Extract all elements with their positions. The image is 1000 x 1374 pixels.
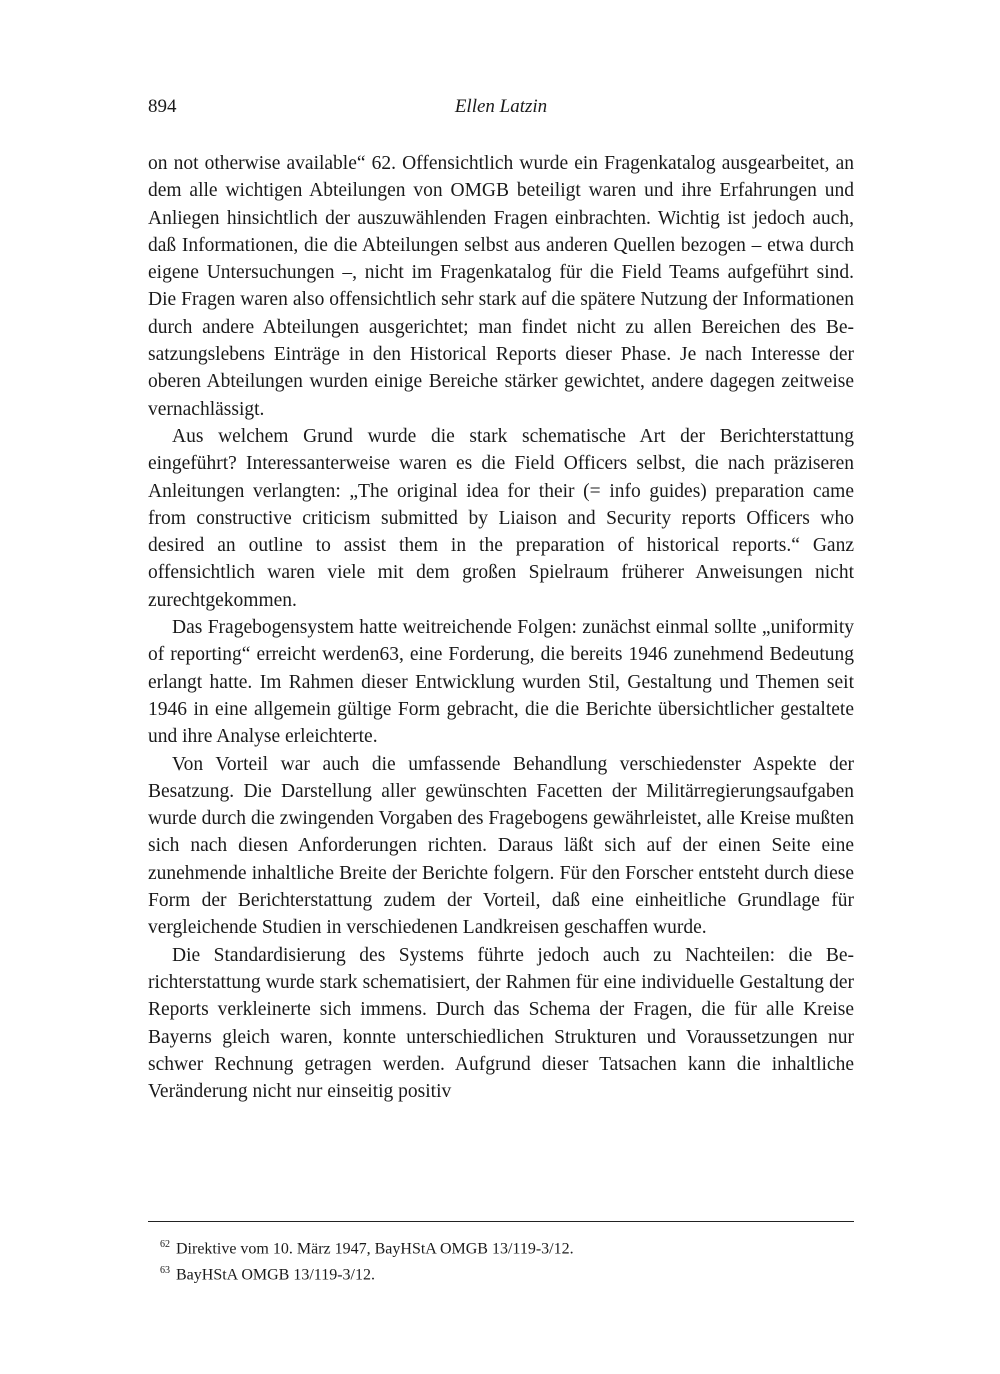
footnote-text: BayHStA OMGB 13/119-3/12.	[176, 1266, 375, 1284]
footnote-number: 62	[160, 1239, 170, 1250]
footnote-62	[160, 1234, 850, 1260]
paragraph-1: on not otherwise available“ 62. Offensichtlich wurde ein Fragenkatalog ausgearbeitet, an dem alle wichtigen Abteilungen von OMGB beteiligt waren und ihre Erfahrungen und Anliegen hinsichtlich der auszuwählenden Fragen einbrachten. Wichtig ist jedoch auch, daß Informationen, die die Abteilungen selbst aus anderen Quellen bezogen – etwa durch eigene Untersuchungen –, nicht im Fragenkatalog für die Field Teams aufgeführt sind. Die Fragen waren also offensichtlich sehr stark auf die spätere Nutzung der Informationen durch andere Abteilungen ausgerichtet; man findet nicht zu allen Bereichen des Besatzungslebens Einträge in den Historical Reports dieser Phase. Je nach Interesse der oberen Abteilungen wurden einige Bereiche stärker gewichtet, andere dagegen zeitweise vernachlässigt.	[148, 153, 854, 420]
paragraph-5: Die Standardisierung des Systems führte jedoch auch zu Nachteilen: die Berichterstattung wurde stark schematisiert, der Rahmen für eine individuelle Gestaltung der Reports verkleinerte sich immens. Durch das Schema der Fragen, die für alle Kreise Bayerns gleich waren, konnte unterschiedlichen Strukturen und Voraussetzungen nur schwer Rechnung getragen werden. Aufgrund dieser Tatsachen kann die inhaltliche Veränderung nicht nur einseitig positiv	[148, 944, 854, 1103]
paragraph-4: Von Vorteil war auch die umfassende Behandlung verschiedenster Aspekte der Besatzung. Die Darstellung aller gewünschten Facetten der Militärregierungsaufgaben wurde durch die zwingenden Vorgaben des Fragebogens gewährleistet, alle Kreise mußten sich nach diesen Anforderungen richten. Daraus läßt sich auf der einen Seite eine zunehmende inhaltliche Breite der Berichte folgern. Für den Forscher entsteht durch diese Form der Berichterstattung zudem der Vorteil, daß eine einheitliche Grundlage für vergleichende Studien in verschiedenen Landkreisen geschaffen wurde.	[148, 753, 854, 939]
body-text	[148, 150, 854, 1105]
footnote-text: Direktive vom 10. März 1947, BayHStA OMGB 13/119-3/12.	[176, 1240, 574, 1258]
page-header	[148, 96, 854, 126]
footnote-63	[160, 1260, 850, 1286]
paragraph-2: Aus welchem Grund wurde die stark schematische Art der Berichterstattung eingeführt? Interessanterweise waren es die Field Officers selbst, die nach präziseren Anleitungen verlangten: „The original idea for their (= info guides) preparation came from constructive criticism submitted by Liaison and Security reports Officers who desired an outline to assist them in the preparation of historical reports.“ Ganz offensichtlich waren viele mit dem großen Spielraum früherer Anweisungen nicht zurechtgekommen.	[148, 425, 854, 611]
footnotes	[160, 1234, 850, 1287]
page-number: 894	[148, 96, 177, 117]
footnote-divider	[148, 1221, 854, 1222]
footnote-number: 63	[160, 1265, 170, 1277]
paragraph-3: Das Fragebogensystem hatte weitreichende Folgen: zunächst einmal sollte „uniformity of reporting“ erreicht werden63, eine Forderung, die bereits 1946 zunehmend Bedeutung erlangt hatte. Im Rahmen dieser Entwicklung wurden Stil, Gestaltung und Themen seit 1946 in eine allgemein gültige Form gebracht, die die Berichte übersichtlicher gestaltete und ihre Analyse erleichterte.	[148, 617, 854, 748]
running-head: Ellen Latzin	[454, 96, 548, 117]
